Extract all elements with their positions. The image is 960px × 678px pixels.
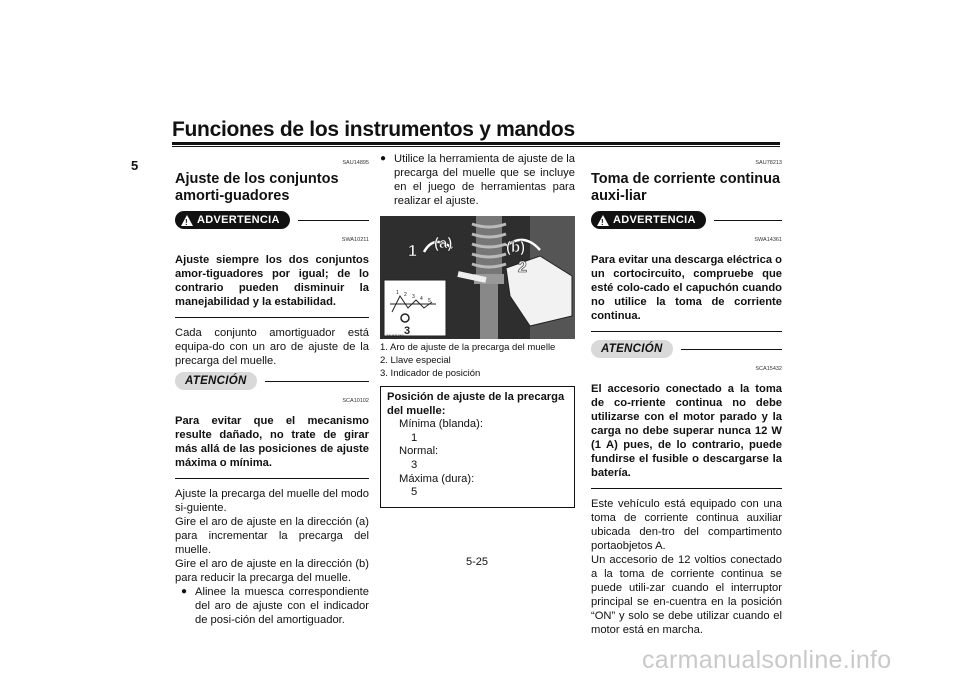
warning-header [175, 211, 369, 229]
caution-badge: ATENCIÓN [175, 372, 257, 390]
scale-3: 3 [412, 294, 415, 300]
warning-label: ADVERTENCIA [613, 214, 696, 226]
warning-code: SWA10211 [341, 237, 369, 243]
scale-1: 1 [396, 290, 399, 296]
page-number: 5-25 [466, 556, 489, 568]
spec-label: Mínima (blanda): [399, 418, 483, 431]
caution-text: El accesorio conectado a la toma de co-rriente continua no debe utilizarse con el motor parado y la carga no debe superar nunca 12 W (1 A) pues, de lo contrario, puede fundirse el fusible o descargarse la batería. [591, 383, 782, 479]
callout-1: 1 [408, 243, 417, 260]
spec-value: 1 [411, 431, 418, 444]
page-title: Funciones de los instrumentos y mandos [172, 118, 575, 141]
caution-header [591, 340, 782, 358]
title-rule-thin [172, 146, 780, 147]
figure-caption: 3. Indicador de posición [380, 368, 481, 379]
warning-end-rule [591, 331, 782, 332]
title-rule [172, 142, 780, 145]
caution-rule [265, 381, 369, 382]
paragraph: Gire el aro de ajuste en la dirección (a) para incrementar la precarga del muelle. [175, 516, 369, 556]
warning-triangle-icon [597, 215, 609, 226]
bullet-icon: ● [181, 586, 188, 597]
shock-absorber-illustration [380, 216, 575, 339]
warning-end-rule [175, 317, 369, 318]
caution-rule [681, 349, 782, 350]
shock-absorber-figure [380, 216, 575, 339]
caution-badge: ATENCIÓN [591, 340, 673, 358]
watermark: carmanualsonline.info [642, 646, 892, 674]
section-heading: Toma de corriente continua auxi-liar [591, 171, 781, 204]
spec-value: 5 [411, 486, 418, 499]
figure-caption: 2. Llave especial [380, 355, 451, 366]
spec-box [380, 386, 575, 508]
paragraph: Ajuste la precarga del muelle del modo si-guiente. [175, 488, 369, 514]
caution-end-rule [175, 478, 369, 479]
warning-rule [298, 220, 369, 221]
list-item: ● Utilice la herramienta de ajuste de la precarga del muelle que se incluye en el juego de herramientas para realizar el ajuste. [380, 153, 575, 207]
caution-code: SCA15432 [755, 366, 782, 372]
caution-header [175, 372, 369, 390]
column-middle [380, 152, 575, 508]
spec-value: 3 [411, 458, 418, 471]
warning-text: Ajuste siempre los dos conjuntos amor-tiguadores por igual; de lo contrario pueden disminuir la manejabilidad y la estabilidad. [175, 254, 369, 308]
paragraph: Cada conjunto amortiguador está equipa-do con un aro de ajuste de la precarga del muelle. [175, 327, 369, 367]
warning-badge [591, 211, 706, 229]
callout-b: (b) [506, 239, 526, 256]
caution-code: SCA10102 [342, 398, 369, 404]
warning-rule [714, 220, 782, 221]
paragraph: Un accesorio de 12 voltios conectado a la toma de corriente continua se puede utili-zar cuando el interruptor principal se en-cuentra en la posición “ON” y solo se debe utilizar cuando el motor está en marcha. [591, 554, 782, 636]
chapter-number: 5 [131, 158, 139, 173]
warning-header [591, 211, 782, 229]
spec-label: Normal: [399, 445, 439, 458]
caution-end-rule [591, 488, 782, 489]
column-left [175, 152, 369, 627]
section-heading: Ajuste de los conjuntos amorti-guadores [175, 171, 339, 204]
scale-5: 5 [428, 298, 431, 304]
section-code: SAU14895 [342, 160, 369, 166]
warning-text: Para evitar una descarga eléctrica o un cortocircuito, compruebe que esté colo-cado el capuchón cuando no utilice la toma de corriente continua. [591, 254, 782, 322]
column-right [591, 152, 782, 637]
scale-4: 4 [420, 296, 423, 302]
warning-badge [175, 211, 290, 229]
paragraph: Este vehículo está equipado con una toma de corriente continua auxiliar ubicada den-tro del compartimento portaobjetos A. [591, 498, 782, 552]
scale-2: 2 [404, 292, 407, 298]
section-code: SAU78213 [755, 160, 782, 166]
list-item: ● Alinee la muesca correspondiente del aro de ajuste con el indicador de posi-ción del amortiguador. [181, 586, 369, 626]
warning-code: SWA14361 [754, 237, 782, 243]
paragraph: Gire el aro de ajuste en la dirección (b) para reducir la precarga del muelle. [175, 558, 369, 584]
spec-title: Posición de ajuste de la precarga del muelle: [387, 391, 565, 417]
warning-triangle-icon [181, 215, 193, 226]
callout-a: (a) [434, 235, 453, 252]
callout-3: 3 [404, 325, 411, 337]
spec-label: Máxima (dura): [399, 472, 475, 485]
caution-text: Para evitar que el mecanismo resulte dañado, no trate de girar más allá de las posiciones de ajuste máxima o mínima. [175, 415, 369, 469]
figure-caption: 1. Aro de ajuste de la precarga del muelle [380, 342, 556, 353]
warning-label: ADVERTENCIA [197, 214, 280, 226]
callout-2: 2 [518, 259, 527, 276]
bullet-icon: ● [380, 153, 387, 164]
figure-code: ZAUM1069 [386, 334, 404, 338]
